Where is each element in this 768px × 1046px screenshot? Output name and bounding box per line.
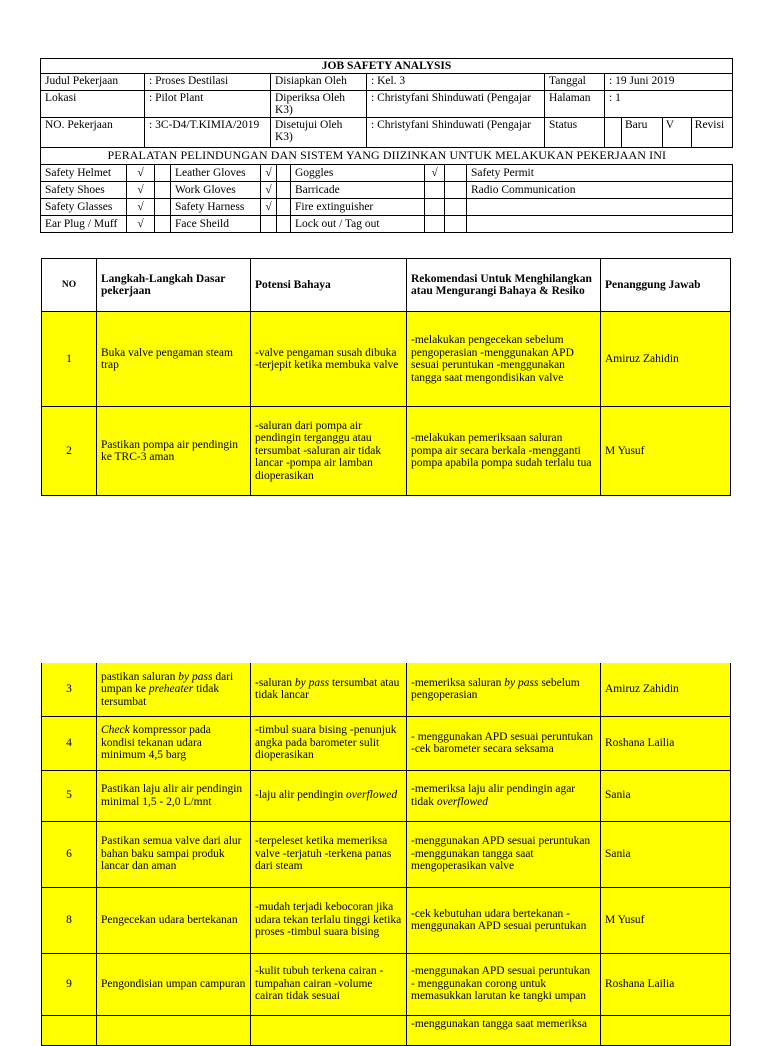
ppe-item bbox=[467, 199, 733, 216]
row-number: 2 bbox=[42, 407, 97, 496]
ppe-item: Leather Gloves bbox=[171, 165, 261, 182]
row-number: 3 bbox=[42, 663, 97, 716]
ppe-item: Radio Communication bbox=[467, 182, 733, 199]
row-langkah: Buka valve pengaman steam trap bbox=[97, 312, 251, 407]
row-potensi: -valve pengaman susah dibuka -terjepit ketika membuka valve bbox=[251, 312, 407, 407]
ppe-item: Safety Glasses bbox=[41, 199, 127, 216]
row-penanggung: Amiruz Zahidin bbox=[601, 663, 731, 716]
tanggal-label: Tanggal bbox=[545, 74, 605, 91]
disiapkan-value: : Kel. 3 bbox=[367, 74, 545, 91]
row-penanggung: M Yusuf bbox=[601, 407, 731, 496]
ppe-check: √ bbox=[127, 199, 155, 216]
row-rekomendasi: -memeriksa laju alir pendingin agar tidak overflowed bbox=[407, 770, 601, 821]
ppe-table bbox=[40, 164, 733, 233]
row-potensi: -kulit tubuh terkena cairan -tumpahan cairan -volume cairan tidak sesuai bbox=[251, 953, 407, 1015]
table-row bbox=[42, 770, 731, 821]
ppe-check bbox=[425, 216, 445, 233]
status-options bbox=[605, 118, 733, 148]
row-rekomendasi: -cek kebutuhan udara bertekanan -menggunakan APD sesuai peruntukan bbox=[407, 887, 601, 953]
col-header-no: NO bbox=[42, 259, 97, 312]
ppe-check: √ bbox=[127, 216, 155, 233]
ppe-check: √ bbox=[261, 199, 277, 216]
jsa-header-table bbox=[40, 58, 733, 165]
disiapkan-label: Disiapkan Oleh bbox=[271, 74, 367, 91]
ppe-item: Work Gloves bbox=[171, 182, 261, 199]
ppe-check: √ bbox=[261, 165, 277, 182]
ppe-item bbox=[467, 216, 733, 233]
row-potensi: -laju alir pendingin overflowed bbox=[251, 770, 407, 821]
ppe-check bbox=[425, 182, 445, 199]
row-penanggung: Amiruz Zahidin bbox=[601, 312, 731, 407]
table-header-row bbox=[42, 259, 731, 312]
judul-value: : Proses Destilasi bbox=[145, 74, 271, 91]
table-row bbox=[42, 953, 731, 1015]
row-penanggung: Sania bbox=[601, 770, 731, 821]
table-row bbox=[42, 407, 731, 496]
row-potensi: -saluran dari pompa air pendingin terganggu atau tersumbat -saluran air tidak lancar -pompa air lamban dioperasikan bbox=[251, 407, 407, 496]
ppe-item: Safety Harness bbox=[171, 199, 261, 216]
col-header-potensi: Potensi Bahaya bbox=[251, 259, 407, 312]
ppe-item: Safety Helmet bbox=[41, 165, 127, 182]
ppe-section-title: PERALATAN PELINDUNGAN DAN SISTEM YANG DIIZINKAN UNTUK MELAKUKAN PEKERJAAN INI bbox=[41, 148, 733, 165]
row-penanggung: Sania bbox=[601, 821, 731, 887]
row-langkah: Pengecekan udara bertekanan bbox=[97, 887, 251, 953]
table-row bbox=[42, 821, 731, 887]
ppe-row bbox=[41, 165, 733, 182]
col-header-penanggung: Penanggung Jawab bbox=[601, 259, 731, 312]
ppe-item: Ear Plug / Muff bbox=[41, 216, 127, 233]
ppe-check: √ bbox=[425, 165, 445, 182]
no-pekerjaan-label: NO. Pekerjaan bbox=[41, 118, 145, 148]
row-number: 6 bbox=[42, 821, 97, 887]
row-rekomendasi: -melakukan pengecekan sebelum pengoperasian -menggunakan APD sesuai peruntukan -menggunakan tangga saat mengondisikan valve bbox=[407, 312, 601, 407]
disetujui-value: : Christyfani Shinduwati (Pengajar bbox=[367, 118, 545, 148]
row-langkah: Check kompressor pada kondisi tekanan udara minimum 4,5 barg bbox=[97, 716, 251, 770]
row-number: 1 bbox=[42, 312, 97, 407]
col-header-rekomendasi: Rekomendasi Untuk Menghilangkan atau Mengurangi Bahaya & Resiko bbox=[407, 259, 601, 312]
halaman-value: : 1 bbox=[605, 91, 733, 118]
ppe-item: Face Sheild bbox=[171, 216, 261, 233]
jsa-table-top bbox=[41, 258, 731, 496]
row-number: 8 bbox=[42, 887, 97, 953]
diperiksa-label: Diperiksa Oleh K3) bbox=[271, 91, 367, 118]
ppe-row bbox=[41, 182, 733, 199]
row-langkah: Pastikan semua valve dari alur bahan baku sampai produk lancar dan aman bbox=[97, 821, 251, 887]
row-langkah: pastikan saluran by pass dari umpan ke preheater tidak tersumbat bbox=[97, 663, 251, 716]
ppe-check: √ bbox=[127, 165, 155, 182]
row-langkah: Pengondisian umpan campuran bbox=[97, 953, 251, 1015]
row-rekomendasi: -memeriksa saluran by pass sebelum pengoperasian bbox=[407, 663, 601, 716]
col-header-langkah: Langkah-Langkah Dasar pekerjaan bbox=[97, 259, 251, 312]
row-penanggung: M Yusuf bbox=[601, 887, 731, 953]
ppe-row bbox=[41, 199, 733, 216]
row-rekomendasi: -menggunakan APD sesuai peruntukan -menggunakan tangga saat mengoperasikan valve bbox=[407, 821, 601, 887]
status-label: Status bbox=[545, 118, 605, 148]
ppe-check: √ bbox=[261, 182, 277, 199]
row-penanggung: Roshana Lailia bbox=[601, 953, 731, 1015]
lokasi-label: Lokasi bbox=[41, 91, 145, 118]
table-row bbox=[42, 887, 731, 953]
row-rekomendasi: -melakukan pemeriksaan saluran pompa air secara berkala -mengganti pompa apabila pompa sudah terlalu tua bbox=[407, 407, 601, 496]
table-row bbox=[42, 1015, 731, 1045]
status-baru: Baru bbox=[622, 118, 663, 147]
status-v-mark: V bbox=[662, 118, 691, 147]
lokasi-value: : Pilot Plant bbox=[145, 91, 271, 118]
ppe-item: Safety Shoes bbox=[41, 182, 127, 199]
row-rekomendasi: -menggunakan APD sesuai peruntukan - menggunakan corong untuk memasukkan larutan ke tangki umpan bbox=[407, 953, 601, 1015]
row-penanggung: Roshana Lailia bbox=[601, 716, 731, 770]
row-potensi: -mudah terjadi kebocoran jika udara tekan terlalu tinggi ketika proses -timbul suara bising bbox=[251, 887, 407, 953]
ppe-row bbox=[41, 216, 733, 233]
row-number: 5 bbox=[42, 770, 97, 821]
ppe-check bbox=[425, 199, 445, 216]
ppe-check bbox=[261, 216, 277, 233]
diperiksa-value: : Christyfani Shinduwati (Pengajar bbox=[367, 91, 545, 118]
table-row bbox=[42, 716, 731, 770]
row-rekomendasi: - menggunakan APD sesuai peruntukan -cek barometer secara seksama bbox=[407, 716, 601, 770]
table-row bbox=[42, 312, 731, 407]
halaman-label: Halaman bbox=[545, 91, 605, 118]
ppe-item: Lock out / Tag out bbox=[291, 216, 425, 233]
row-number: 4 bbox=[42, 716, 97, 770]
ppe-item: Goggles bbox=[291, 165, 425, 182]
judul-label: Judul Pekerjaan bbox=[41, 74, 145, 91]
row-number: 9 bbox=[42, 953, 97, 1015]
no-pekerjaan-value: : 3C-D4/T.KIMIA/2019 bbox=[145, 118, 271, 148]
ppe-item: Safety Permit bbox=[467, 165, 733, 182]
table-row bbox=[42, 663, 731, 716]
tanggal-value: : 19 Juni 2019 bbox=[605, 74, 733, 91]
row-potensi: -terpeleset ketika memeriksa valve -terjatuh -terkena panas dari steam bbox=[251, 821, 407, 887]
status-revisi: Revisi bbox=[694, 119, 725, 131]
ppe-check: √ bbox=[127, 182, 155, 199]
jsa-table-continued bbox=[41, 663, 731, 1046]
ppe-item: Fire extinguisher bbox=[291, 199, 425, 216]
row-potensi: -timbul suara bising -penunjuk angka pada barometer sulit dioperasikan bbox=[251, 716, 407, 770]
row-langkah: Pastikan laju alir air pendingin minimal 1,5 - 2,0 L/mnt bbox=[97, 770, 251, 821]
document-title: JOB SAFETY ANALYSIS bbox=[41, 59, 733, 74]
row-rekomendasi: -menggunakan tangga saat memeriksa bbox=[407, 1015, 601, 1045]
row-potensi: -saluran by pass tersumbat atau tidak lancar bbox=[251, 663, 407, 716]
ppe-item: Barricade bbox=[291, 182, 425, 199]
row-langkah: Pastikan pompa air pendingin ke TRC-3 aman bbox=[97, 407, 251, 496]
disetujui-label: Disetujui Oleh K3) bbox=[271, 118, 367, 148]
